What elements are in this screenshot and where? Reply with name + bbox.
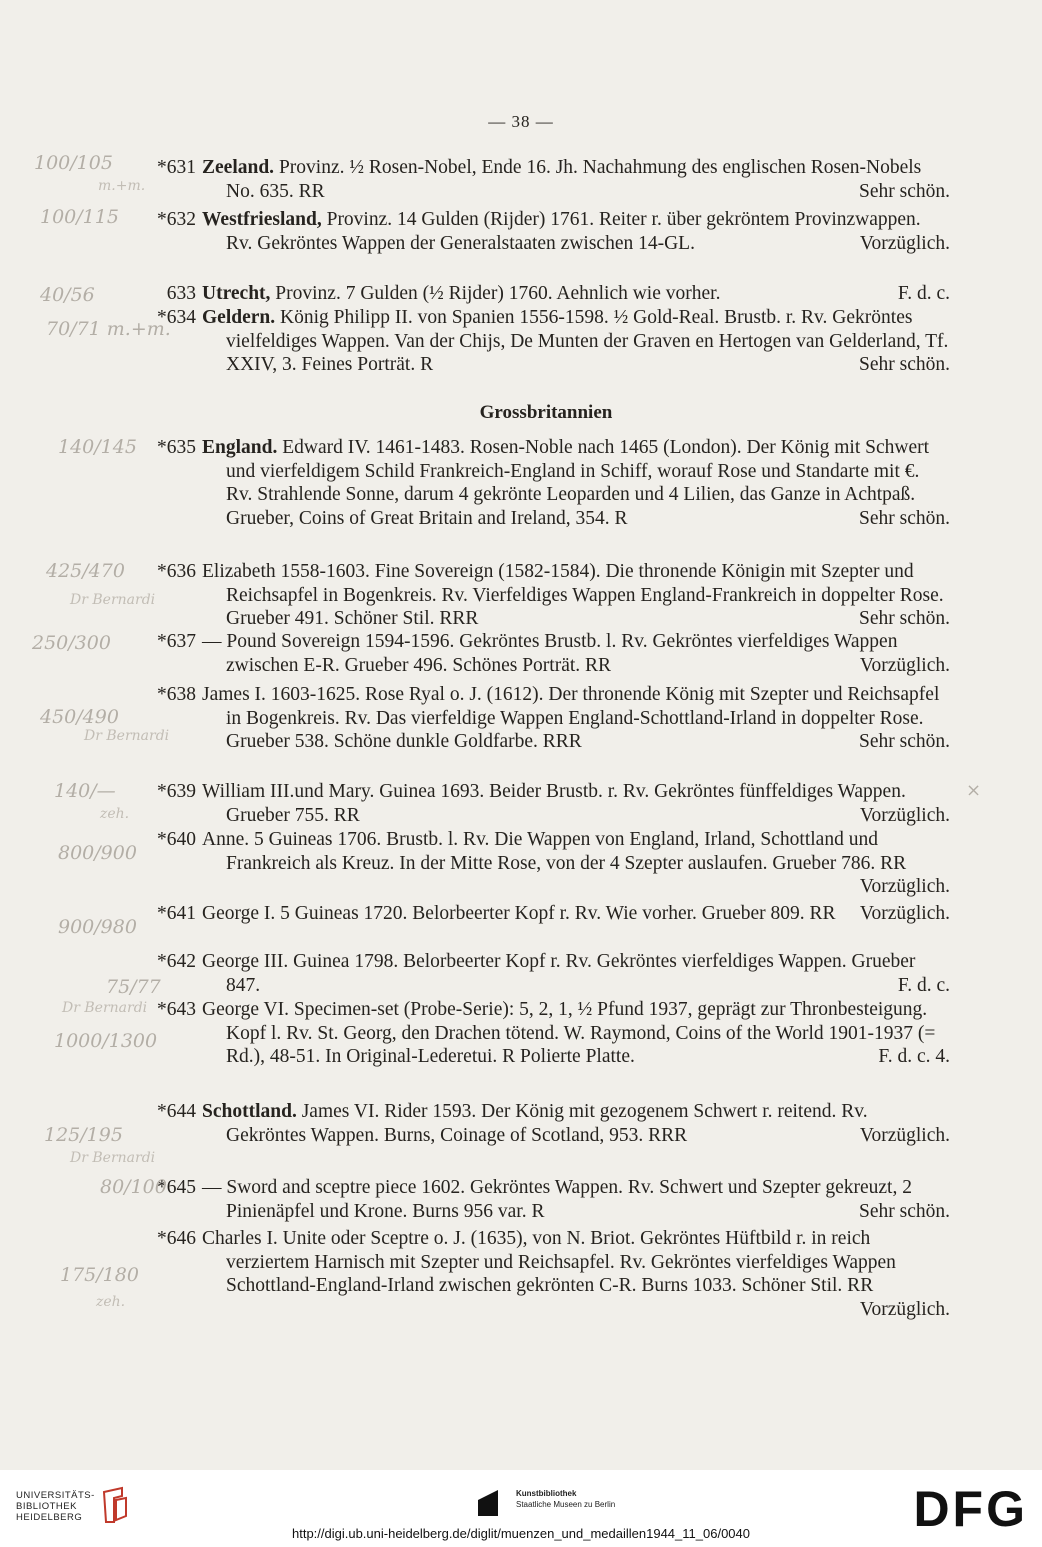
margin-note: 100/105 xyxy=(34,152,113,174)
uni-logo-line: BIBLIOTHEK xyxy=(16,1501,77,1512)
lot-description xyxy=(202,902,950,926)
catalog-lot xyxy=(140,208,950,255)
lot-text: James VI. Rider 1593. Der König mit gezogenem Schwert r. reitend. Rv. Gekröntes Wappen. Burns, Coinage of Scotland, 953. RRR xyxy=(226,1101,868,1146)
margin-note: Dr Bernardi xyxy=(84,728,170,744)
lot-description xyxy=(202,1227,950,1321)
lot-description xyxy=(202,998,950,1069)
lot-grade: Sehr schön. xyxy=(859,507,950,529)
lot-text: Provinz. ½ Rosen-Nobel, Ende 16. Jh. Nachahmung des englischen Rosen-Nobels No. 635. RR xyxy=(226,157,922,202)
catalog-lot xyxy=(140,950,950,997)
lot-description xyxy=(202,1100,950,1147)
catalog-lot xyxy=(140,156,950,203)
lot-number: *632 xyxy=(157,209,196,230)
margin-note: × xyxy=(966,780,982,801)
margin-note: Dr Bernardi xyxy=(70,1150,156,1166)
catalog-lot xyxy=(140,902,950,926)
margin-note: 75/77 xyxy=(106,976,161,998)
lot-text: George I. 5 Guineas 1720. Belorbeerter Kopf r. Rv. Wie vorher. Grueber 809. RR xyxy=(202,903,836,924)
lot-number: *635 xyxy=(157,437,196,458)
lot-number: *645 xyxy=(157,1177,196,1198)
lot-description xyxy=(202,156,950,203)
lot-grade: Sehr schön. xyxy=(859,354,950,376)
lot-grade: Vorzüglich. xyxy=(859,1298,950,1320)
lot-grade: Vorzüglich. xyxy=(859,654,950,676)
margin-note: 40/56 xyxy=(40,284,95,306)
lot-description xyxy=(202,683,950,754)
lot-grade: Vorzüglich. xyxy=(859,1124,950,1146)
margin-note: 140/145 xyxy=(58,436,137,458)
lot-heading: Geldern. xyxy=(202,307,276,328)
margin-note: 80/100 xyxy=(100,1176,167,1198)
lot-description xyxy=(202,560,950,631)
catalog-lot xyxy=(140,683,950,754)
kunstbibliothek-logo[interactable] xyxy=(516,1488,615,1510)
lot-heading: Zeeland. xyxy=(202,157,275,178)
lot-number: *636 xyxy=(157,561,196,582)
uni-logo-line: UNIVERSITÄTS- xyxy=(16,1490,95,1501)
university-library-logo[interactable] xyxy=(16,1490,95,1523)
lot-grade: Sehr schön. xyxy=(859,180,950,202)
lot-number: *641 xyxy=(157,903,196,924)
kunstbibliothek-subtitle: Staatliche Museen zu Berlin xyxy=(516,1500,616,1509)
lot-grade: Sehr schön. xyxy=(859,731,950,753)
footer-bar xyxy=(0,1470,1042,1547)
lot-number: *631 xyxy=(157,157,196,178)
lot-number: *646 xyxy=(157,1228,196,1249)
lot-description xyxy=(202,630,950,677)
lot-description xyxy=(202,950,950,997)
catalog-lot xyxy=(140,828,950,899)
lot-text: Anne. 5 Guineas 1706. Brustb. l. Rv. Die Wappen von England, Irland, Schottland und Frankreich als Kreuz. In der Mitte Rose, von der 4 Szepter auslaufen. Grueber 786. RR xyxy=(202,829,907,874)
kunstbibliothek-logo-icon xyxy=(478,1490,508,1516)
lot-text: James I. 1603-1625. Rose Ryal o. J. (1612). Der thronende König mit Szepter und Reichsapfel in Bogenkreis. Rv. Das vierfeldige Wappen England-Schottland-Irland in doppelter Rose. Grueber 538. Schöne dunkle Goldfarbe. RRR xyxy=(202,684,940,753)
lot-grade: Sehr schön. xyxy=(859,608,950,630)
uni-logo-line: HEIDELBERG xyxy=(16,1512,83,1523)
catalog-lot xyxy=(140,998,950,1069)
source-url[interactable]: http://digi.ub.uni-heidelberg.de/diglit/muenzen_und_medaillen1944_11_06/0040 xyxy=(291,1526,750,1541)
lot-grade: Vorzüglich. xyxy=(859,804,950,826)
lot-heading: Utrecht, xyxy=(202,283,271,304)
lot-text: Elizabeth 1558-1603. Fine Sovereign (1582-1584). Die thronende Königin mit Szepter und Reichsapfel in Bogenkreis. Rv. Vierfeldiges Wappen England-Frankreich in doppelter Rose. Grueber 491. Schöner Stil. RRR xyxy=(202,561,944,630)
lot-number: *643 xyxy=(157,999,196,1020)
lot-description xyxy=(202,208,950,255)
catalog-lot xyxy=(140,436,950,530)
margin-note: 425/470 xyxy=(46,560,125,582)
lot-text: Charles I. Unite oder Sceptre o. J. (1635), von N. Briot. Gekröntes Hüftbild r. in reich verziertem Harnisch mit Szepter und Reichsapfel. Rv. Gekröntes vierfeldiges Wappen Schottland-England-Irland zwischen gekrönten C-R. Burns 1033. Schöner Stil. RR xyxy=(202,1228,896,1297)
lot-number: *640 xyxy=(157,829,196,850)
margin-note: Dr Bernardi xyxy=(70,592,156,608)
lot-text: König Philipp II. von Spanien 1556-1598. ½ Gold-Real. Brustb. r. Rv. Gekröntes vielfeldiges Wappen. Van der Chijs, De Munten der Graven en Hertogen van Gelderland, Tf. XXIV, 3. Feines Porträt. R xyxy=(226,307,949,376)
lot-text: Provinz. 14 Gulden (Rijder) 1761. Reiter r. über gekröntem Provinzwappen. Rv. Gekröntes Wappen der Generalstaaten zwischen 14-GL. xyxy=(226,209,921,254)
lot-description xyxy=(202,828,950,899)
lot-grade: Vorzüglich. xyxy=(859,232,950,254)
kunstbibliothek-title: Kunstbibliothek xyxy=(516,1489,577,1498)
lot-grade: Vorzüglich. xyxy=(859,903,950,924)
catalog-lot xyxy=(140,282,950,306)
lot-text: Provinz. 7 Gulden (½ Rijder) 1760. Aehnlich wie vorher. xyxy=(270,283,721,304)
lot-text: Edward IV. 1461-1483. Rosen-Noble nach 1465 (London). Der König mit Schwert und vierfeldigem Schild Frankreich-England in Schiff, worauf Rose und Standarte mit €. Rv. Strahlende Sonne, darum 4 gekrönte Leoparden und 4 Lilien, das Ganze in Achtpaß. Grueber, Coins of Great Britain and Ireland, 354. R xyxy=(226,437,930,529)
lot-number: *637 xyxy=(157,631,196,652)
lot-text: — Sword and sceptre piece 1602. Gekröntes Wappen. Rv. Schwert und Szepter gekreuzt, 2 Pinienäpfel und Krone. Burns 956 var. R xyxy=(202,1177,912,1222)
catalog-lot xyxy=(140,780,950,827)
lot-number: *642 xyxy=(157,951,196,972)
margin-note: 140/— xyxy=(54,780,116,802)
lot-text: George III. Guinea 1798. Belorbeerter Kopf r. Rv. Gekröntes vierfeldiges Wappen. Grueber 847. xyxy=(202,951,916,996)
dfg-logo[interactable]: DFG xyxy=(913,1481,1028,1537)
margin-note: zeh. xyxy=(96,1294,126,1310)
lot-grade: F. d. c. xyxy=(897,283,950,304)
catalog-lot xyxy=(140,1227,950,1321)
lot-heading: Schottland. xyxy=(202,1101,297,1122)
margin-note: 125/195 xyxy=(44,1124,123,1146)
lot-text: — Pound Sovereign 1594-1596. Gekröntes Brustb. l. Rv. Gekröntes vierfeldiges Wappen zwischen E-R. Grueber 496. Schönes Porträt. RR xyxy=(202,631,898,676)
lot-description xyxy=(202,780,950,827)
lot-number: *634 xyxy=(157,307,196,328)
margin-note: 900/980 xyxy=(58,916,137,938)
margin-note: 70/71 m.+m. xyxy=(46,318,171,340)
margin-note: 250/300 xyxy=(32,632,111,654)
margin-note: m.+m. xyxy=(98,178,146,194)
lot-description xyxy=(202,282,950,306)
lot-number: *644 xyxy=(157,1101,196,1122)
lot-heading: Westfriesland, xyxy=(202,209,322,230)
lot-heading: England. xyxy=(202,437,278,458)
lot-number: *638 xyxy=(157,684,196,705)
catalog-lot xyxy=(140,1100,950,1147)
margin-note: zeh. xyxy=(100,806,130,822)
lot-text: George VI. Specimen-set (Probe-Serie): 5, 2, 1, ½ Pfund 1937, geprägt zur Thronbesteigung. Kopf l. Rv. St. Georg, den Drachen tötend. W. Raymond, Coins of the World 1901-1937 (= Rd.), 48-51. In Original-Lederetui. R Polierte Platte. xyxy=(202,999,936,1068)
lot-description xyxy=(202,1176,950,1223)
margin-note: 450/490 xyxy=(40,706,119,728)
catalog-lot xyxy=(140,306,950,377)
margin-note: Dr Bernardi xyxy=(62,1000,148,1016)
catalog-lot xyxy=(140,1176,950,1223)
lot-text: William III.und Mary. Guinea 1693. Beider Brustb. r. Rv. Gekröntes fünffeldiges Wappen. Grueber 755. RR xyxy=(202,781,906,826)
margin-note: 100/115 xyxy=(40,206,119,228)
lot-grade: F. d. c. xyxy=(897,974,950,996)
catalog-lot xyxy=(140,560,950,631)
lot-description xyxy=(202,436,950,530)
margin-note: 175/180 xyxy=(60,1264,139,1286)
page-number: — 38 — xyxy=(488,112,554,131)
lot-number: *639 xyxy=(157,781,196,802)
lot-number: 633 xyxy=(166,283,196,304)
catalog-lot xyxy=(140,630,950,677)
lot-grade: Vorzüglich. xyxy=(859,876,950,898)
lot-grade: Sehr schön. xyxy=(859,1200,950,1222)
university-emblem-icon xyxy=(100,1486,130,1524)
lot-grade: F. d. c. 4. xyxy=(878,1046,950,1068)
section-title: Grossbritannien xyxy=(479,402,613,423)
margin-note: 800/900 xyxy=(58,842,137,864)
lot-description xyxy=(202,306,950,377)
margin-note: 1000/1300 xyxy=(54,1030,158,1052)
